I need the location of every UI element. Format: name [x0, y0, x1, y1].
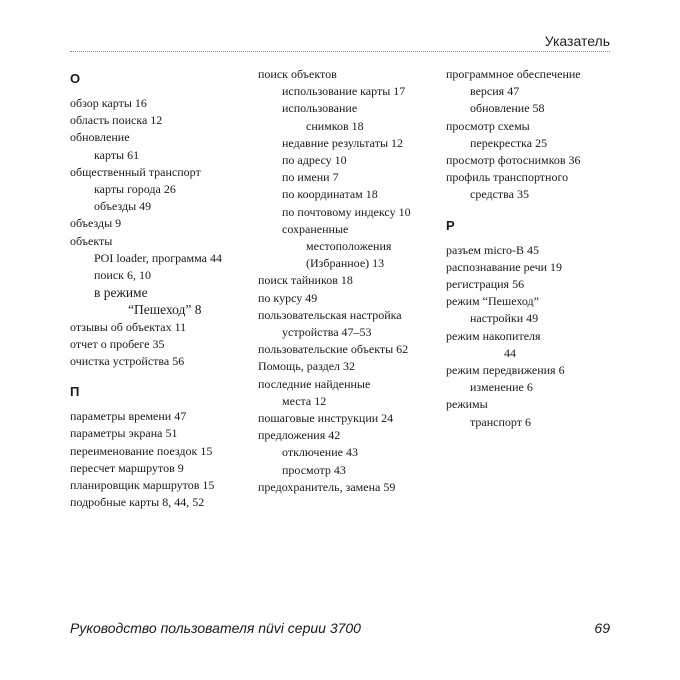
index-entry: разъем micro-B 45 — [446, 242, 539, 257]
index-entry: пользовательская настройка — [258, 307, 402, 322]
index-letter-heading: О — [70, 71, 81, 86]
index-entry: очистка устройства 56 — [70, 354, 185, 369]
index-entry: режим “Пешеход” — [446, 294, 539, 309]
header-divider — [70, 51, 610, 52]
index-entry: обзор карты 16 — [70, 96, 147, 110]
index-subentry: средства 35 — [470, 187, 530, 202]
index-subentry: настройки 49 — [470, 311, 539, 326]
index-subentry: объезды 49 — [94, 199, 152, 214]
index-subentry: обновление 58 — [470, 101, 545, 116]
index-entry: переименование поездок 15 — [70, 443, 213, 458]
index-subentry: карты города 26 — [94, 182, 176, 197]
section-gap — [70, 370, 250, 379]
index-subentry: по почтовому индексу 10 — [282, 204, 411, 219]
index-subentry: недавние результаты 12 — [282, 135, 404, 150]
index-entry: общественный транспорт — [70, 164, 201, 179]
index-entry: поиск объектов — [258, 67, 337, 81]
index-entry: просмотр схемы — [446, 118, 530, 133]
index-subentry: снимков 18 — [306, 118, 364, 133]
index-entry: профиль транспортного — [446, 170, 569, 185]
index-column-1 — [70, 66, 250, 511]
index-column-3 — [446, 66, 621, 431]
index-entry: пересчет маршрутов 9 — [70, 460, 184, 475]
section-gap — [446, 204, 621, 213]
index-entry: параметры экрана 51 — [70, 426, 178, 441]
index-subentry: устройства 47–53 — [282, 325, 372, 340]
index-entry: предохранитель, замена 59 — [258, 479, 396, 494]
index-subentry: сохраненные — [282, 221, 349, 236]
index-entry: по курсу 49 — [258, 290, 318, 305]
index-subentry: 44 — [504, 345, 516, 360]
index-entry: Помощь, раздел 32 — [258, 359, 356, 374]
index-subentry: POI loader, программа 44 — [94, 250, 222, 265]
index-entry: пошаговые инструкции 24 — [258, 411, 394, 426]
index-entry: распознавание речи 19 — [446, 259, 563, 274]
index-entry: предложения 42 — [258, 428, 341, 443]
index-entry: программное обеспечение — [446, 67, 581, 81]
index-subentry: “Пешеход” 8 — [128, 302, 202, 318]
index-subentry: в режиме — [94, 285, 148, 301]
index-entry: поиск тайников 18 — [258, 273, 353, 288]
index-entry: подробные карты 8, 44, 52 — [70, 495, 205, 510]
section-title: Указатель — [544, 33, 610, 49]
index-entry: режим накопителя — [446, 328, 541, 343]
index-subentry: карты 61 — [94, 147, 140, 162]
index-entry: регистрация 56 — [446, 277, 525, 292]
index-subentry: (Избранное) 13 — [306, 256, 385, 271]
index-subentry: отключение 43 — [282, 445, 358, 460]
index-entry: объекты — [70, 233, 113, 248]
index-entry: параметры времени 47 — [70, 409, 187, 424]
manual-title: Руководство пользователя nüvi серии 3700 — [70, 620, 361, 636]
index-subentry: использование — [282, 101, 358, 116]
index-subentry: просмотр 43 — [282, 462, 346, 477]
index-entry: режимы — [446, 397, 488, 412]
index-subentry: изменение 6 — [470, 380, 533, 395]
index-entry: просмотр фотоснимков 36 — [446, 153, 581, 168]
index-entry: режим передвижения 6 — [446, 363, 565, 378]
index-subentry: по координатам 18 — [282, 187, 378, 202]
index-subentry: места 12 — [282, 393, 327, 408]
index-entry: область поиска 12 — [70, 113, 163, 128]
index-subentry: по адресу 10 — [282, 153, 347, 168]
index-subentry: использование карты 17 — [282, 84, 406, 99]
index-entry: планировщик маршрутов 15 — [70, 478, 215, 493]
index-subentry: перекрестка 25 — [470, 135, 548, 150]
index-entry: пользовательские объекты 62 — [258, 342, 409, 357]
page-number: 69 — [594, 620, 610, 636]
index-subentry: местоположения — [306, 239, 392, 254]
index-entry: обновление — [70, 130, 130, 145]
index-subentry: транспорт 6 — [470, 414, 531, 429]
index-column-2 — [258, 66, 440, 496]
index-entry: последние найденные — [258, 376, 371, 391]
index-subentry: версия 47 — [470, 84, 520, 99]
index-entry: отчет о пробеге 35 — [70, 336, 165, 351]
index-subentry: поиск 6, 10 — [94, 268, 151, 283]
index-letter-heading: П — [70, 384, 80, 400]
index-subentry: по имени 7 — [282, 170, 339, 185]
index-entry: объезды 9 — [70, 216, 122, 231]
index-letter-heading: Р — [446, 217, 455, 233]
index-entry: отзывы об объектах 11 — [70, 319, 187, 334]
